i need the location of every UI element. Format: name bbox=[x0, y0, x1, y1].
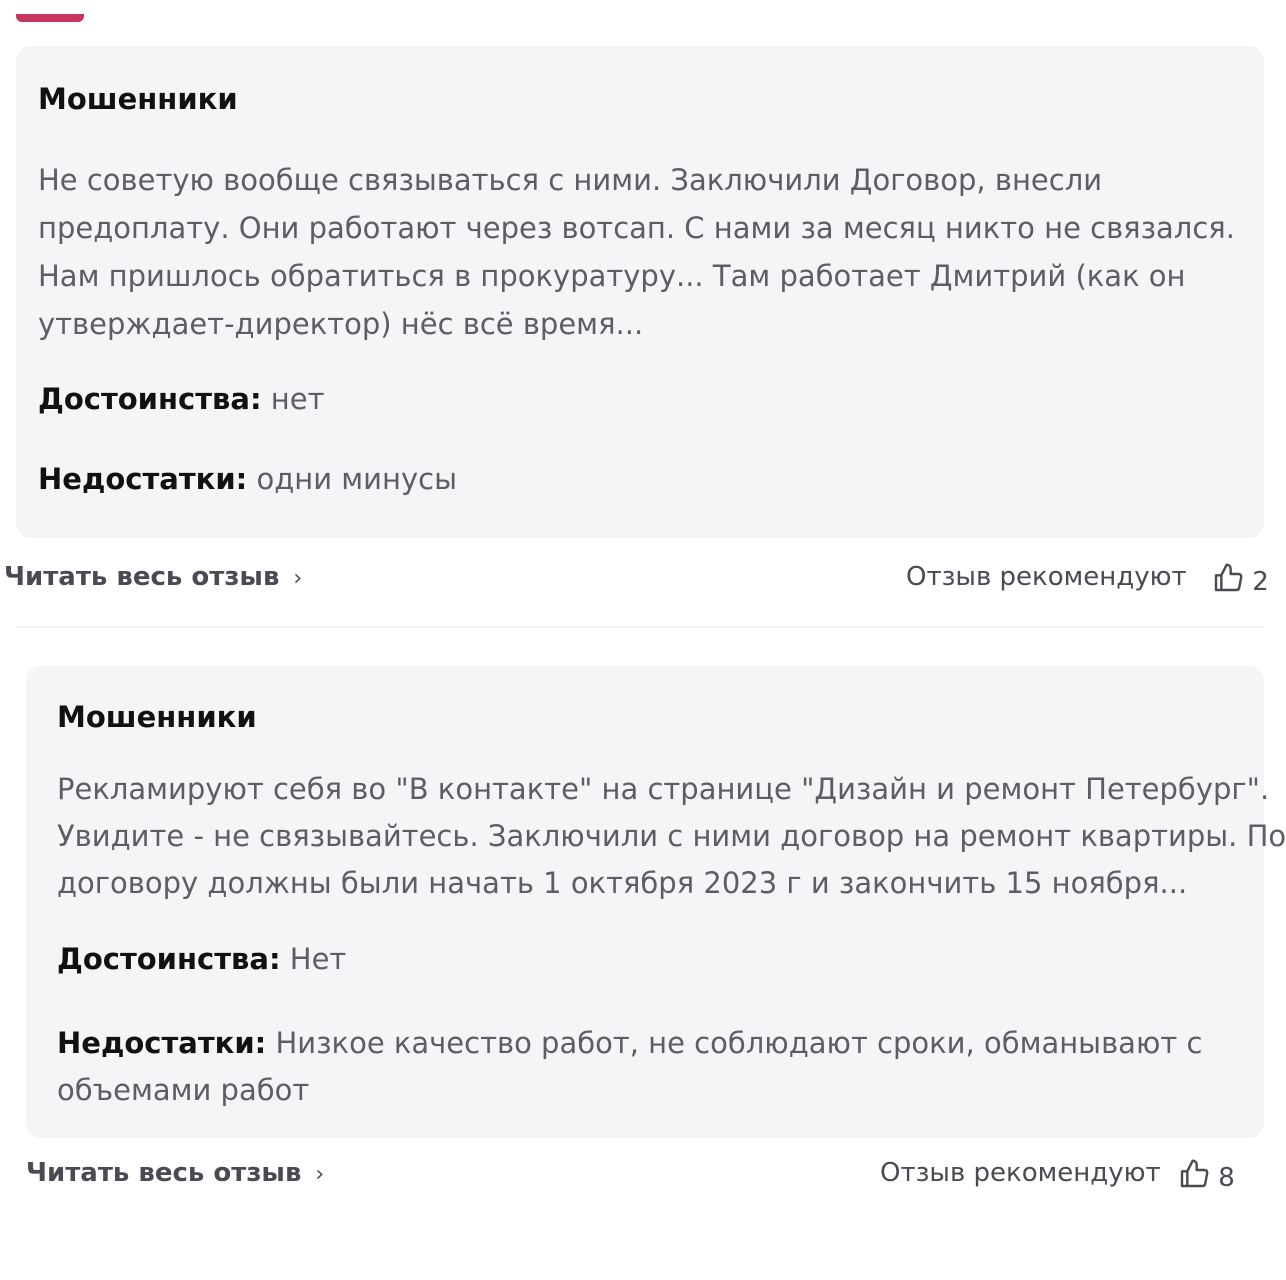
review-footer bbox=[4, 562, 1280, 602]
cons-label: Недостатки: bbox=[38, 462, 248, 496]
cons-label: Недостатки: bbox=[57, 1026, 267, 1060]
like-button[interactable] bbox=[1178, 1158, 1235, 1193]
review-pros bbox=[38, 382, 324, 416]
review-text-line: утверждает-директор) нёс всё время... bbox=[38, 307, 644, 341]
cons-value: одни минусы bbox=[247, 462, 457, 496]
review-text-line: Не советую вообще связываться с ними. Заключили Договор, внесли bbox=[38, 163, 1103, 197]
review-footer bbox=[16, 1158, 1280, 1193]
chevron-right-icon: › bbox=[315, 1162, 325, 1187]
cons-value: объемами работ bbox=[57, 1073, 310, 1107]
like-button[interactable] bbox=[1212, 562, 1269, 597]
review-cons bbox=[57, 1020, 1202, 1114]
review-card bbox=[26, 666, 1286, 1138]
recommend-label: Отзыв рекомендуют bbox=[906, 562, 1187, 592]
thumbs-up-icon bbox=[1178, 1158, 1210, 1190]
review-card bbox=[16, 46, 1264, 538]
recommend-label: Отзыв рекомендуют bbox=[880, 1158, 1161, 1188]
review-pros bbox=[57, 942, 346, 976]
review-text bbox=[57, 766, 1286, 907]
review-title: Мошенники bbox=[57, 700, 257, 734]
active-tab-indicator bbox=[16, 14, 84, 22]
read-full-review-link[interactable] bbox=[4, 562, 302, 592]
review-text-line: Рекламируют себя во "В контакте" на странице "Дизайн и ремонт Петербург". bbox=[57, 772, 1270, 806]
like-count: 8 bbox=[1218, 1163, 1235, 1193]
pros-label: Достоинства: bbox=[38, 382, 262, 416]
thumbs-up-icon bbox=[1212, 562, 1244, 594]
review-cons bbox=[38, 462, 457, 496]
cons-value: Низкое качество работ, не соблюдают сроки, обманывают с bbox=[266, 1026, 1203, 1060]
pros-value: нет bbox=[261, 382, 325, 416]
like-count: 2 bbox=[1252, 567, 1269, 597]
read-full-review-label: Читать весь отзыв bbox=[4, 562, 280, 592]
review-text-line: Нам пришлось обратиться в прокуратуру... Там работает Дмитрий (как он bbox=[38, 259, 1186, 293]
chevron-right-icon: › bbox=[293, 566, 303, 591]
review-title: Мошенники bbox=[38, 82, 238, 116]
pros-value: Нет bbox=[280, 942, 347, 976]
pros-label: Достоинства: bbox=[57, 942, 281, 976]
read-full-review-link[interactable] bbox=[26, 1158, 324, 1188]
review-text-line: Увидите - не связывайтесь. Заключили с ними договор на ремонт квартиры. По bbox=[57, 819, 1286, 853]
review-text bbox=[38, 156, 1278, 348]
review-text-line: договору должны были начать 1 октября 2023 г и закончить 15 ноября... bbox=[57, 866, 1188, 900]
read-full-review-label: Читать весь отзыв bbox=[26, 1158, 302, 1188]
review-text-line: предоплату. Они работают через вотсап. С нами за месяц никто не связался. bbox=[38, 211, 1235, 245]
divider bbox=[16, 626, 1264, 628]
